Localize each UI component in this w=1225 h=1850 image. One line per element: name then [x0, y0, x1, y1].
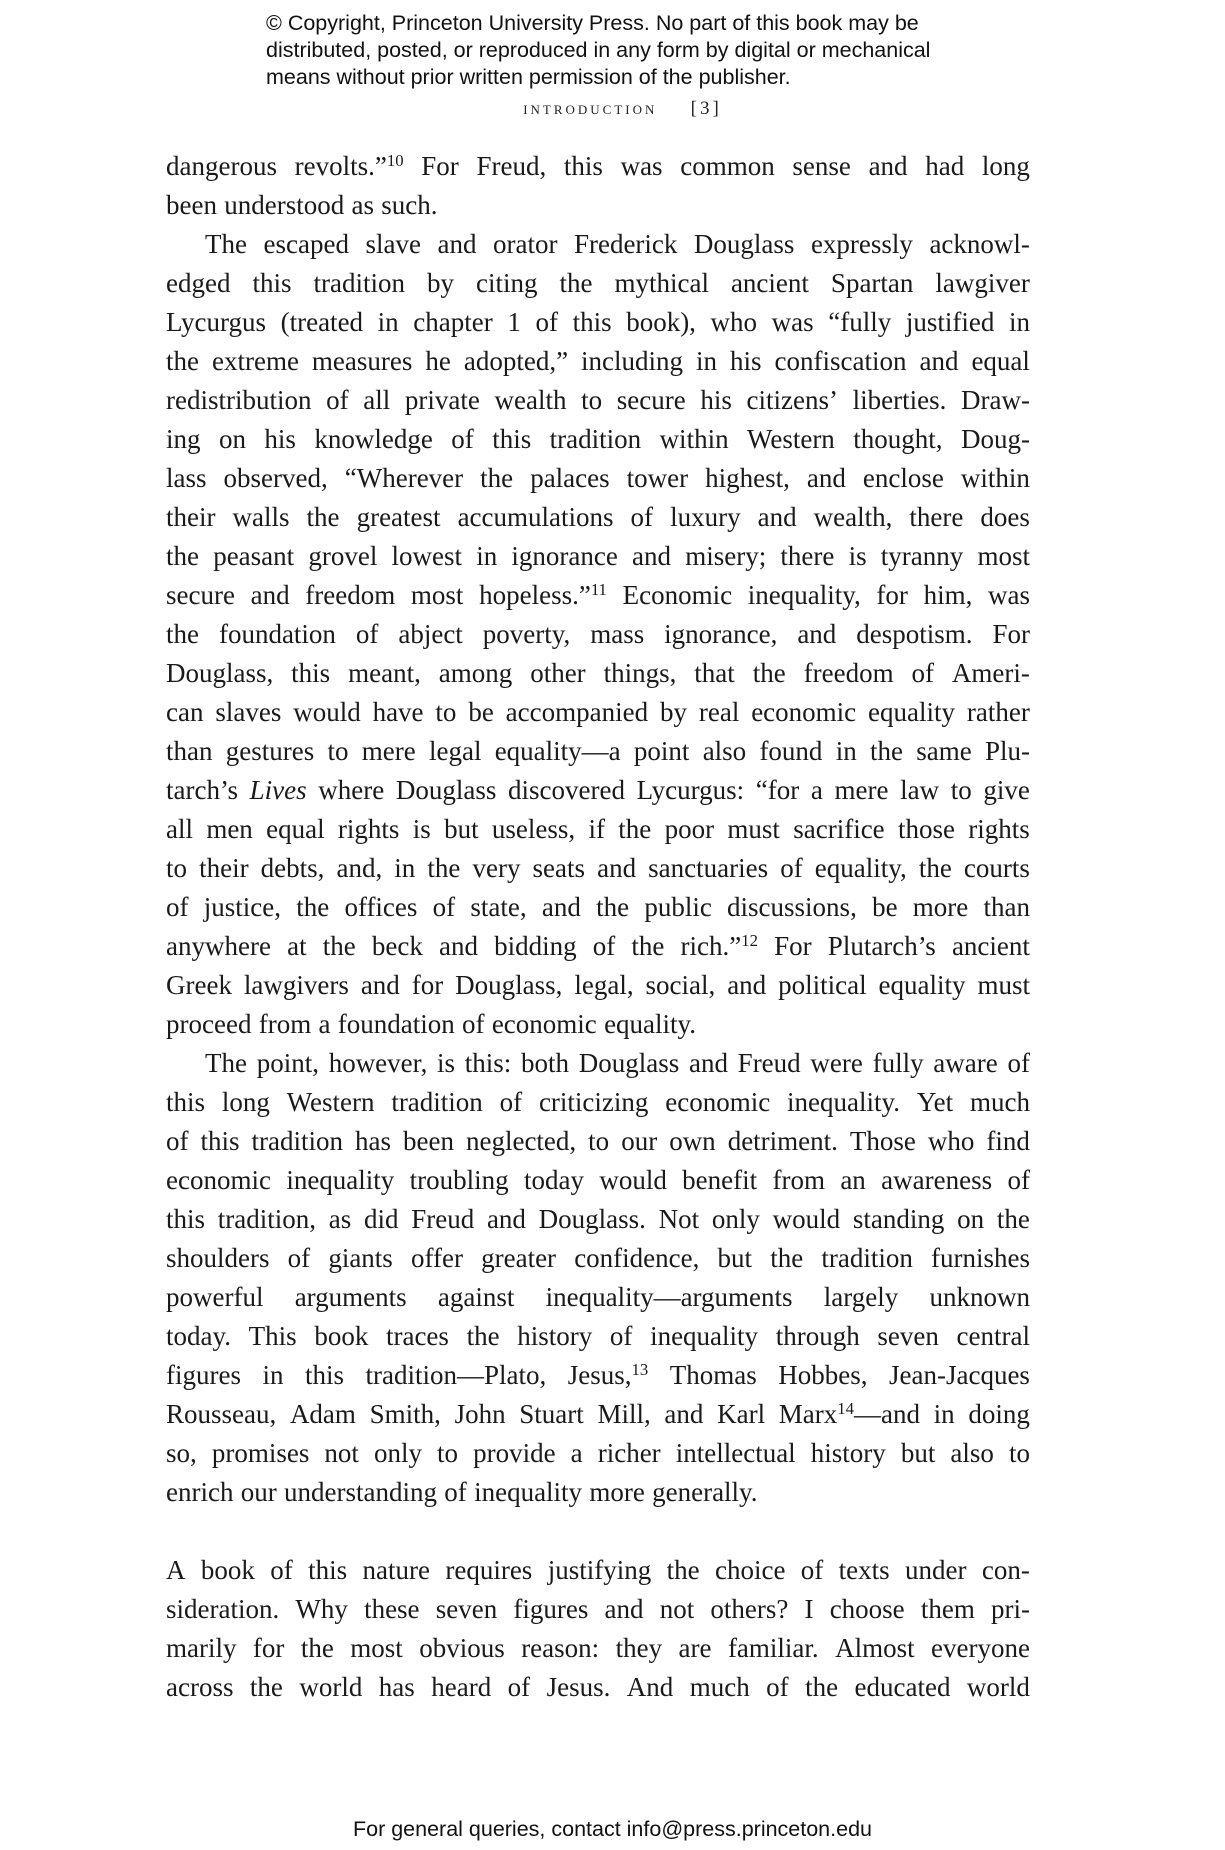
running-head: [0, 98, 1225, 120]
text-line: the peasant grovel lowest in ignorance and misery; there is tyranny most: [166, 541, 1030, 571]
text-line: marily for the most obvious reason: they are familiar. Almost everyone: [166, 1633, 1030, 1663]
text-line: economic inequality troubling today would benefit from an awareness of: [166, 1165, 1030, 1195]
running-head-title: introduction: [523, 98, 658, 119]
text-line: Greek lawgivers and for Douglass, legal, social, and political equality must: [166, 970, 1030, 1000]
text-line: redistribution of all private wealth to secure his citizens’ liberties. Draw-: [166, 385, 1030, 415]
copyright-line: means without prior written permission of the publisher.: [266, 65, 791, 89]
text-line: the extreme measures he adopted,” including in his confiscation and equal: [166, 346, 1030, 376]
text-line: lass observed, “Wherever the palaces tower highest, and enclose within: [166, 463, 1030, 493]
text-line: this tradition, as did Freud and Douglass. Not only would standing on the: [166, 1204, 1030, 1234]
text-line: sideration. Why these seven figures and not others? I choose them pri-: [166, 1594, 1030, 1624]
section-break: [166, 1512, 1030, 1551]
text-line: all men equal rights is but useless, if the poor must sacrifice those rights: [166, 814, 1030, 844]
text-line: Douglass, this meant, among other things, that the freedom of Ameri-: [166, 658, 1030, 688]
body-text: [166, 147, 1030, 1707]
text-line: edged this tradition by citing the mythical ancient Spartan lawgiver: [166, 268, 1030, 298]
text-line: The escaped slave and orator Frederick Douglass expressly acknowl-: [205, 229, 1030, 259]
text-line: powerful arguments against inequality—arguments largely unknown: [166, 1282, 1030, 1312]
text-line: of justice, the offices of state, and the public discussions, be more than: [166, 892, 1030, 922]
text-line: tarch’s Lives where Douglass discovered Lycurgus: “for a mere law to give: [166, 775, 1030, 805]
text-line: today. This book traces the history of inequality through seven central: [166, 1321, 1030, 1351]
text-line: enrich our understanding of inequality more generally.: [166, 1477, 758, 1507]
text-line: so, promises not only to provide a richer intellectual history but also to: [166, 1438, 1030, 1468]
text-line: Rousseau, Adam Smith, John Stuart Mill, and Karl Marx$^{14}$—and in doing: [166, 1398, 1030, 1429]
text-line: this long Western tradition of criticizing economic inequality. Yet much: [166, 1087, 1030, 1117]
footnote-marker: 12: [741, 930, 758, 950]
text-line: Lycurgus (treated in chapter 1 of this book), who was “fully justified in: [166, 307, 1030, 337]
text-line: dangerous revolts.”$^{10}$ For Freud, this was common sense and had long: [166, 150, 1030, 181]
text-line: across the world has heard of Jesus. And much of the educated world: [166, 1672, 1030, 1702]
footnote-marker: 10: [386, 150, 404, 170]
text-line: to their debts, and, in the very seats and sanctuaries of equality, the courts: [166, 853, 1030, 883]
footnote-marker: 11: [590, 579, 607, 599]
footnote-marker: 14: [837, 1398, 854, 1418]
text-line: the foundation of abject poverty, mass ignorance, and despotism. For: [166, 619, 1030, 649]
footnote-marker: 13: [631, 1359, 649, 1379]
text-line: anywhere at the beck and bidding of the rich.”$^{12}$ For Plutarch’s ancient: [166, 930, 1030, 961]
text-line: than gestures to mere legal equality—a point also found in the same Plu-: [166, 736, 1030, 766]
text-line: been understood as such.: [166, 190, 438, 220]
text-line: The point, however, is this: both Douglass and Freud were fully aware of: [205, 1048, 1030, 1078]
copyright-line: © Copyright, Princeton University Press. No part of this book may be: [266, 11, 919, 35]
text-line: proceed from a foundation of economic equality.: [166, 1009, 697, 1039]
text-line: A book of this nature requires justifying the choice of texts under con-: [166, 1555, 1030, 1585]
text-line: their walls the greatest accumulations of luxury and wealth, there does: [166, 502, 1030, 532]
copyright-line: distributed, posted, or reproduced in any form by digital or mechanical: [266, 38, 931, 62]
text-line: of this tradition has been neglected, to our own detriment. Those who find: [166, 1126, 1030, 1156]
footer-contact: For general queries, contact info@press.princeton.edu: [352, 1817, 872, 1841]
page-number: [3]: [690, 98, 722, 119]
text-line: secure and freedom most hopeless.”$^{11}$ Economic inequality, for him, was: [166, 579, 1030, 610]
text-line: ing on his knowledge of this tradition within Western thought, Doug-: [166, 424, 1030, 454]
text-line: figures in this tradition—Plato, Jesus,$^{13}$ Thomas Hobbes, Jean-Jacques: [166, 1359, 1030, 1390]
copyright-notice: [266, 10, 1026, 91]
text-line: can slaves would have to be accompanied by real economic equality rather: [166, 697, 1030, 727]
text-line: shoulders of giants offer greater confidence, but the tradition furnishes: [166, 1243, 1030, 1273]
